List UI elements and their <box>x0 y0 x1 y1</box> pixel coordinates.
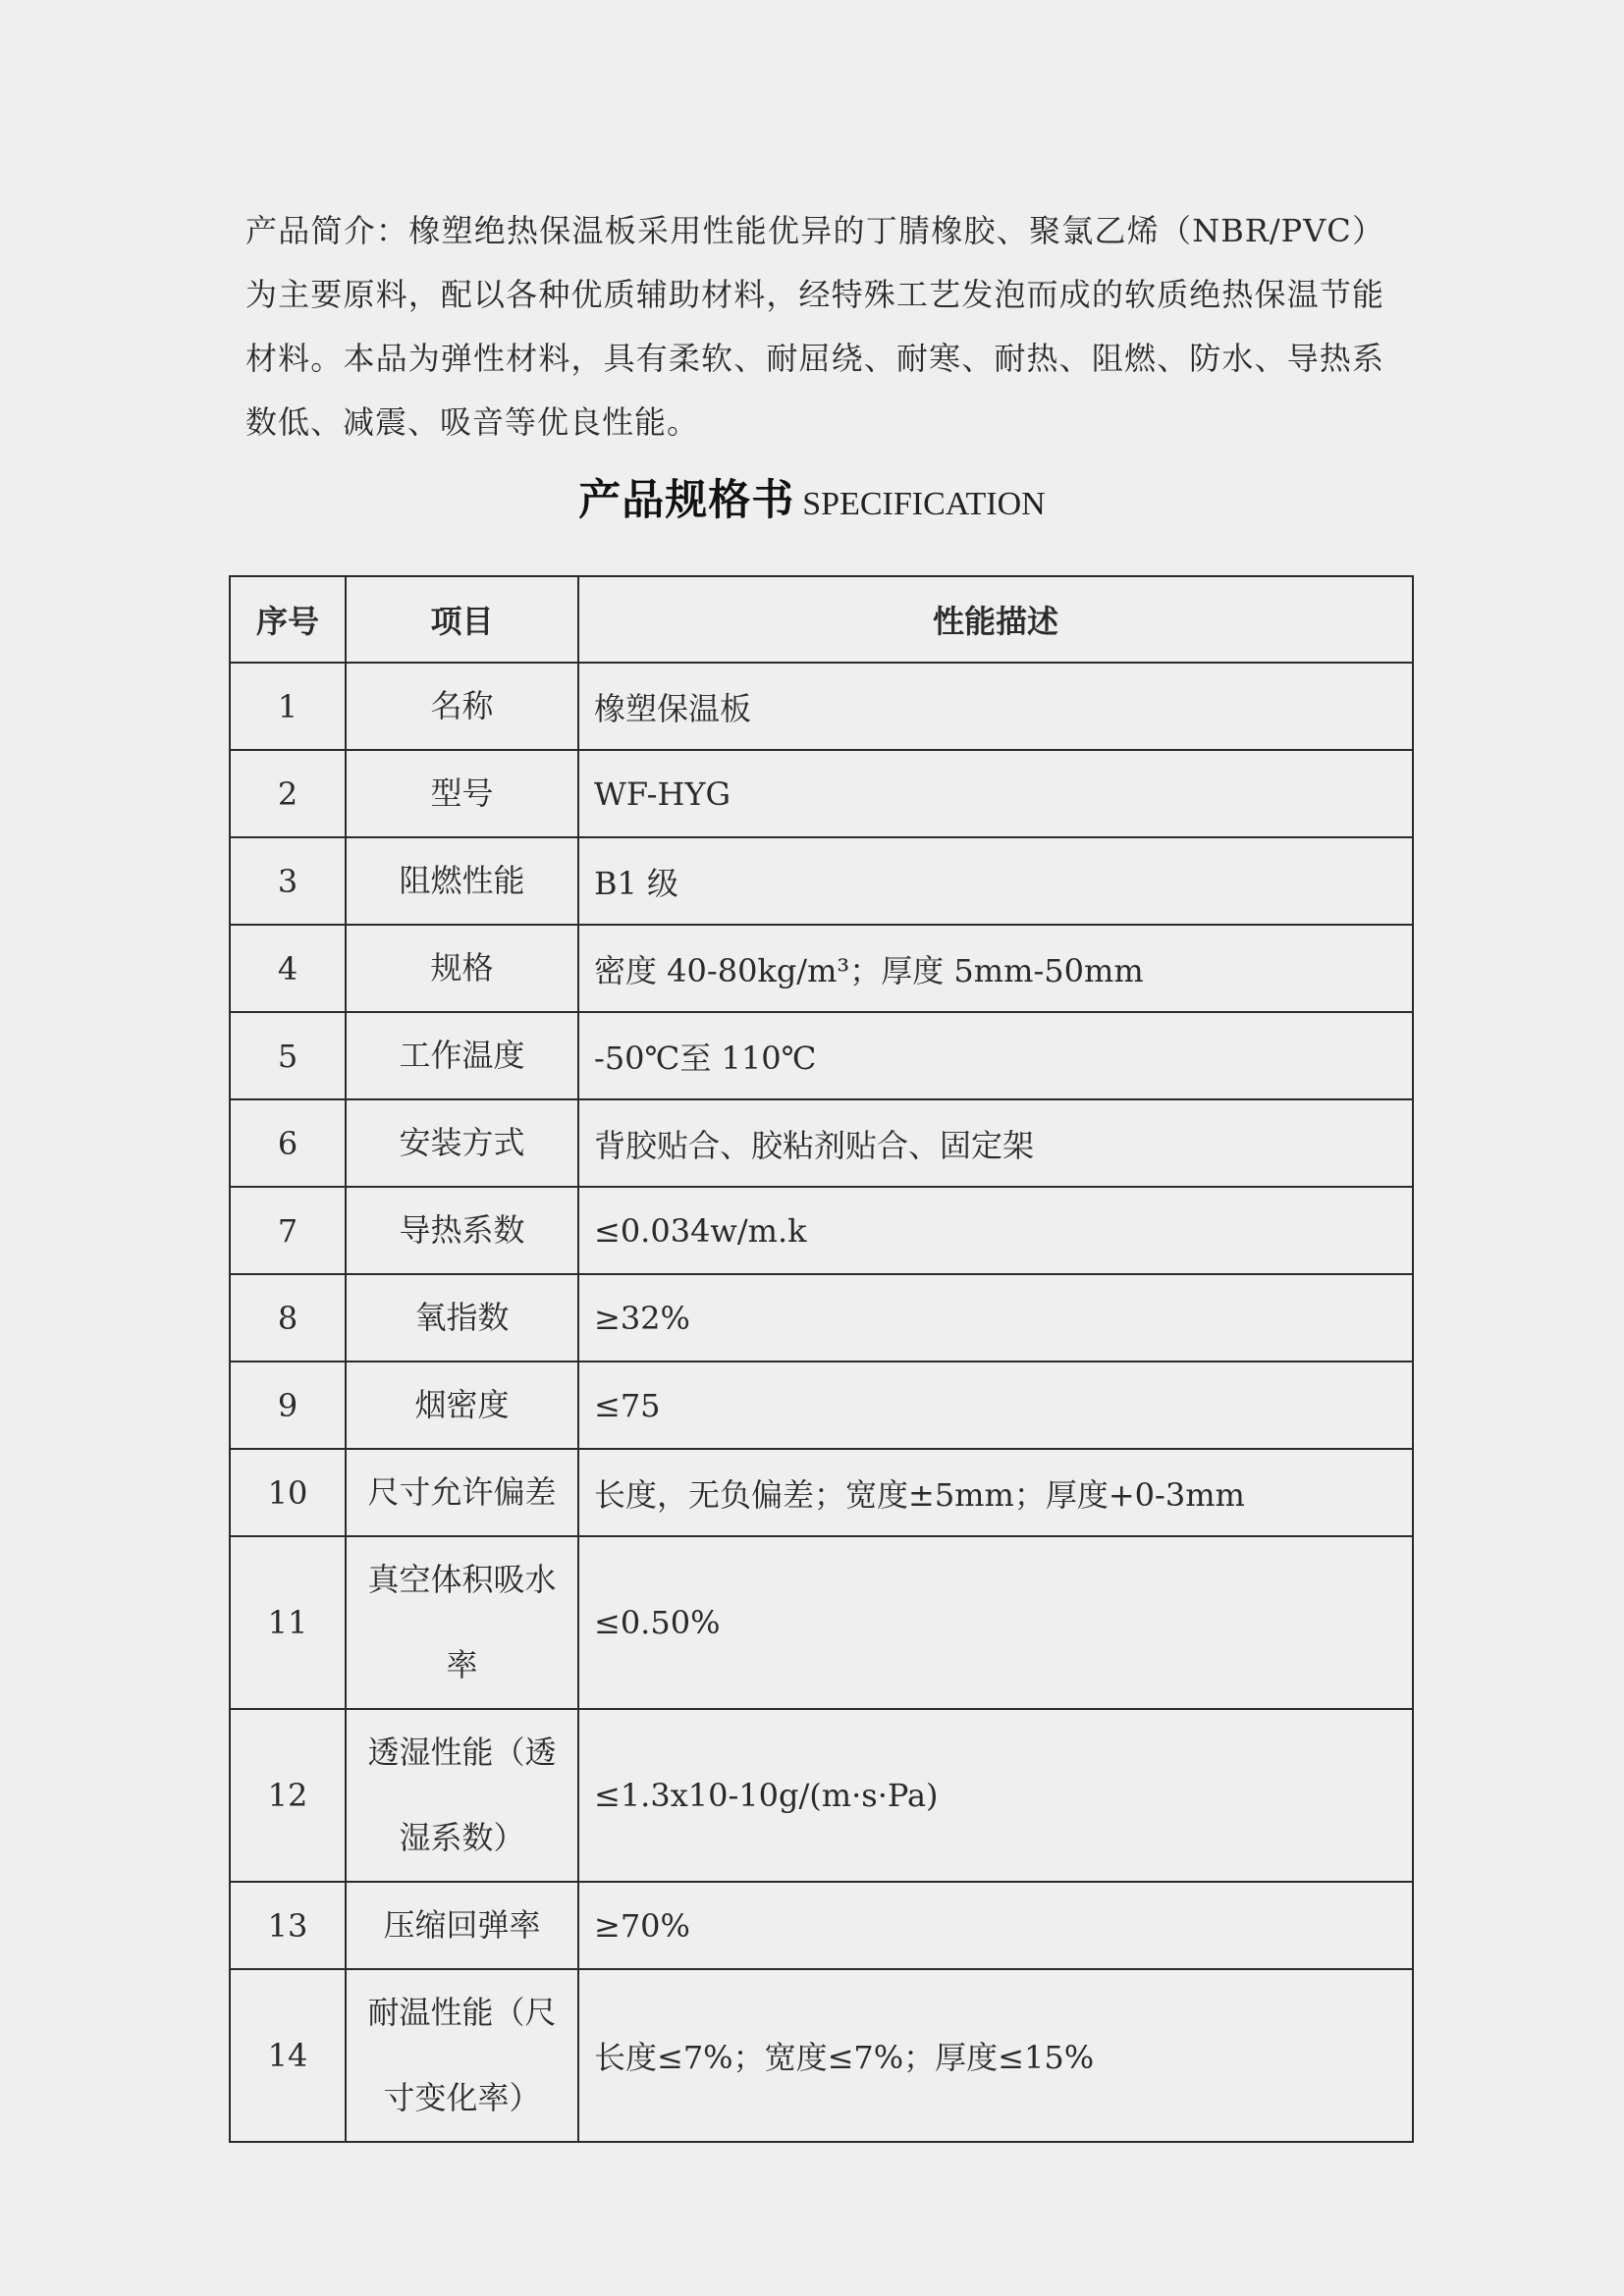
row-no: 6 <box>230 1099 346 1187</box>
row-no: 9 <box>230 1362 346 1449</box>
table-row <box>230 837 1413 925</box>
table-row <box>230 750 1413 837</box>
row-desc: B1 级 <box>578 837 1413 925</box>
row-item: 烟密度 <box>346 1362 578 1449</box>
row-desc: ≥70% <box>578 1882 1413 1969</box>
table-row <box>230 1274 1413 1362</box>
row-no: 3 <box>230 837 346 925</box>
row-item: 规格 <box>346 925 578 1012</box>
table-row <box>230 1969 1413 2142</box>
row-item: 工作温度 <box>346 1012 578 1099</box>
row-desc: 长度≤7%；宽度≤7%；厚度≤15% <box>578 1969 1413 2142</box>
row-item: 安装方式 <box>346 1099 578 1187</box>
row-desc: -50℃至 110℃ <box>578 1012 1413 1099</box>
row-no: 1 <box>230 663 346 750</box>
table-row <box>230 1709 1413 1882</box>
product-intro: 产品简介：橡塑绝热保温板采用性能优异的丁腈橡胶、聚氯乙烯（NBR/PVC）为主要原料，配以各种优质辅助材料，经特殊工艺发泡而成的软质绝热保温节能材料。本品为弹性材料，具有柔软、耐屈绕、耐寒、耐热、阻燃、防水、导热系数低、减震、吸音等优良性能。 <box>245 212 1384 441</box>
row-desc: ≤0.50% <box>578 1536 1413 1709</box>
header-no: 序号 <box>230 576 346 663</box>
spec-title <box>0 467 1624 527</box>
row-no: 4 <box>230 925 346 1012</box>
row-item: 阻燃性能 <box>346 837 578 925</box>
row-item: 压缩回弹率 <box>346 1882 578 1969</box>
row-item: 名称 <box>346 663 578 750</box>
row-item: 导热系数 <box>346 1187 578 1274</box>
row-item: 真空体积吸水率 <box>346 1536 578 1709</box>
header-desc: 性能描述 <box>578 576 1413 663</box>
table-row <box>230 1536 1413 1709</box>
row-item: 型号 <box>346 750 578 837</box>
table-row <box>230 1012 1413 1099</box>
table-row <box>230 663 1413 750</box>
row-desc: 长度，无负偏差；宽度±5mm；厚度+0-3mm <box>578 1449 1413 1536</box>
table-row <box>230 1099 1413 1187</box>
table-row <box>230 1882 1413 1969</box>
row-desc: WF-HYG <box>578 750 1413 837</box>
row-no: 7 <box>230 1187 346 1274</box>
row-desc: 背胶贴合、胶粘剂贴合、固定架 <box>578 1099 1413 1187</box>
row-desc: 密度 40-80kg/m³；厚度 5mm-50mm <box>578 925 1413 1012</box>
row-no: 12 <box>230 1709 346 1882</box>
table-row <box>230 1187 1413 1274</box>
table-row <box>230 1362 1413 1449</box>
row-desc: ≤75 <box>578 1362 1413 1449</box>
row-no: 10 <box>230 1449 346 1536</box>
row-no: 14 <box>230 1969 346 2142</box>
spec-title-cn: 产品规格书 <box>578 476 795 525</box>
header-item: 项目 <box>346 576 578 663</box>
table-row <box>230 925 1413 1012</box>
row-item: 尺寸允许偏差 <box>346 1449 578 1536</box>
row-no: 2 <box>230 750 346 837</box>
row-no: 13 <box>230 1882 346 1969</box>
row-item: 透湿性能（透湿系数） <box>346 1709 578 1882</box>
row-item: 氧指数 <box>346 1274 578 1362</box>
table-row <box>230 1449 1413 1536</box>
spec-table <box>229 575 1414 2143</box>
row-desc: ≤1.3x10-10g/(m·s·Pa) <box>578 1709 1413 1882</box>
row-desc: 橡塑保温板 <box>578 663 1413 750</box>
row-no: 5 <box>230 1012 346 1099</box>
row-no: 8 <box>230 1274 346 1362</box>
spec-title-en: SPECIFICATION <box>802 486 1046 522</box>
row-desc: ≤0.034w/m.k <box>578 1187 1413 1274</box>
row-item: 耐温性能（尺寸变化率） <box>346 1969 578 2142</box>
table-header-row <box>230 576 1413 663</box>
row-no: 11 <box>230 1536 346 1709</box>
row-desc: ≥32% <box>578 1274 1413 1362</box>
